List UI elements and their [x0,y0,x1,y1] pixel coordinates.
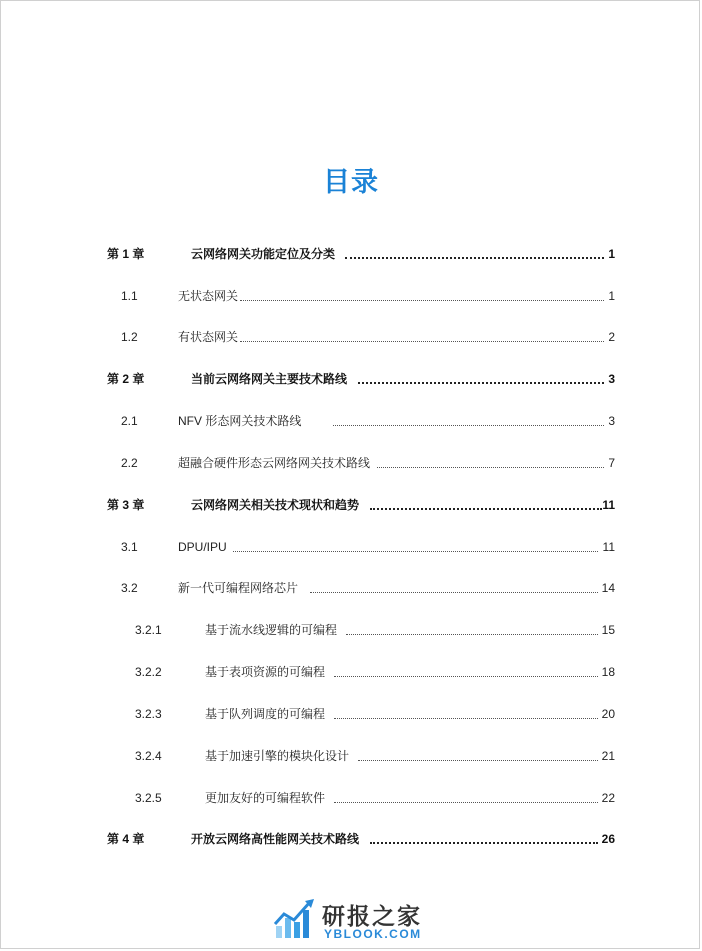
leader-dots [370,506,602,510]
toc-number: 2.1 [121,414,138,428]
toc-page-number: 21 [601,749,615,763]
bar-chart-icon [272,898,320,942]
toc-entry[interactable] [0,704,702,724]
watermark-cn: 研报之家 [322,903,422,929]
toc-page-number: 26 [601,832,615,846]
leader-dots [334,716,598,719]
toc-title: 当前云网络网关主要技术路线 [191,372,348,386]
toc-page-number: 22 [601,791,615,805]
toc-page-number: 1 [608,247,615,261]
leader-dots [370,840,598,844]
toc-entry[interactable] [0,327,702,347]
toc-title: 新一代可编程网络芯片 [178,581,299,595]
leader-dots [377,465,604,468]
toc-number: 2.2 [121,456,138,470]
toc-number: 3.2.3 [135,707,162,721]
toc-page-number: 18 [601,665,615,679]
watermark-logo [272,896,442,944]
toc-number: 1.1 [121,289,138,303]
toc-number: 1.2 [121,330,138,344]
toc-title: 开放云网络高性能网关技术路线 [191,832,360,846]
toc-entry[interactable] [0,411,702,431]
toc-entry[interactable] [0,662,702,682]
leader-dots [240,298,604,301]
toc-entry[interactable] [0,495,702,515]
toc-entry[interactable] [0,829,702,849]
toc-page-number: 3 [608,372,615,386]
toc-number: 3.2 [121,581,138,595]
toc-number: 第 1 章 [107,247,145,261]
toc-number: 3.2.5 [135,791,162,805]
toc-page-number: 7 [608,456,615,470]
leader-dots [358,380,604,384]
leader-dots [358,758,598,761]
toc-entry[interactable] [0,578,702,598]
toc-title: 超融合硬件形态云网络网关技术路线 [178,456,371,470]
toc-entry[interactable] [0,369,702,389]
toc-page-number: 15 [601,623,615,637]
toc-page-number: 11 [602,498,615,512]
toc-number: 3.2.1 [135,623,162,637]
leader-dots [334,800,598,803]
toc-number: 3.1 [121,540,138,554]
toc-number: 3.2.2 [135,665,162,679]
toc-page-number: 3 [608,414,615,428]
toc-number: 第 3 章 [107,498,145,512]
toc-entry[interactable] [0,620,702,640]
watermark-en: YBLOOK.COM [324,927,422,941]
leader-dots [346,632,598,635]
toc-page-number: 11 [602,540,615,554]
toc-title: 基于流水线逻辑的可编程 [205,623,338,637]
toc-page-number: 20 [601,707,615,721]
toc-page-number: 1 [608,289,615,303]
toc-entry[interactable] [0,788,702,808]
toc-entry[interactable] [0,244,702,264]
toc-title: 无状态网关 [178,289,239,303]
toc-entry[interactable] [0,537,702,557]
toc-title: 云网络网关功能定位及分类 [191,247,336,261]
toc-title: 基于加速引擎的模块化设计 [205,749,350,763]
toc-title: NFV 形态网关技术路线 [178,414,302,428]
toc-title: 基于队列调度的可编程 [205,707,326,721]
leader-dots [333,423,604,426]
toc-title: 有状态网关 [178,330,239,344]
toc-entry[interactable] [0,286,702,306]
leader-dots [310,590,598,593]
toc-number: 3.2.4 [135,749,162,763]
leader-dots [240,339,604,342]
toc-title: DPU/IPU [178,540,227,554]
toc-entry[interactable] [0,746,702,766]
page-title: 目录 [323,167,379,197]
toc-number: 第 2 章 [107,372,145,386]
toc-number: 第 4 章 [107,832,145,846]
toc-page-number: 14 [601,581,615,595]
leader-dots [233,549,598,552]
toc-title: 基于表项资源的可编程 [205,665,326,679]
toc-entry[interactable] [0,453,702,473]
leader-dots [334,674,598,677]
toc-title: 更加友好的可编程软件 [205,791,326,805]
toc-title: 云网络网关相关技术现状和趋势 [191,498,360,512]
toc-page-number: 2 [608,330,615,344]
leader-dots [345,255,604,259]
